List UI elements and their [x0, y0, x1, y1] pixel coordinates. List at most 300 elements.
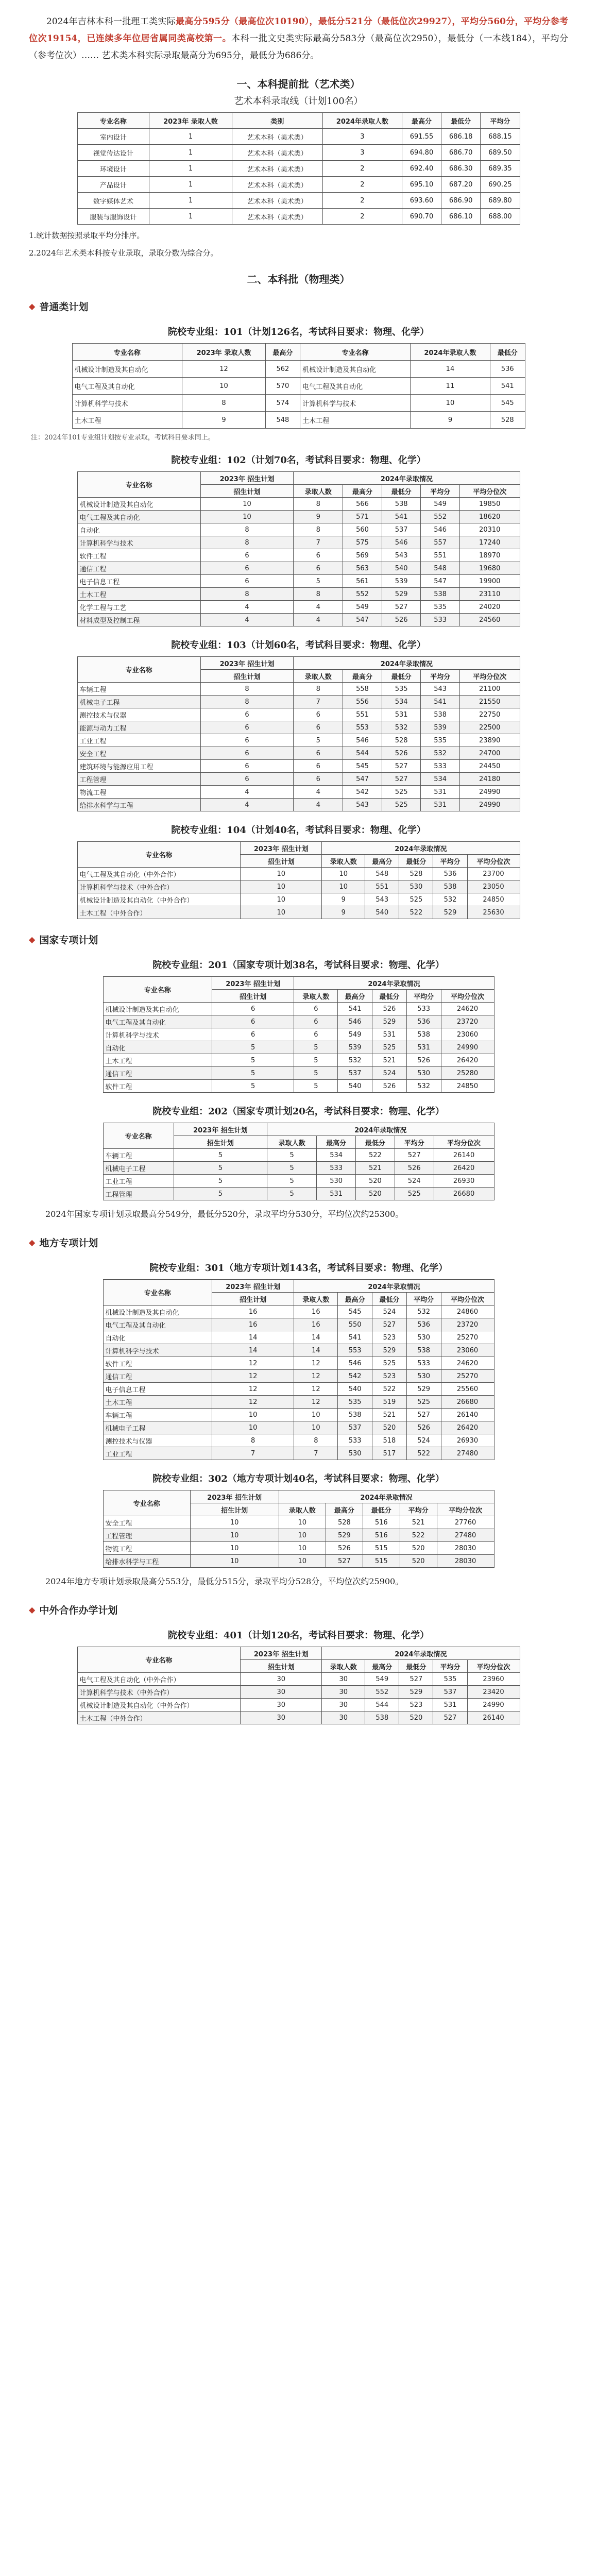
- art-note-1: 1.统计数据按照录取平均分排序。: [29, 231, 145, 240]
- table-cell: 24700: [459, 747, 520, 760]
- table-cell: 产品设计: [77, 177, 149, 193]
- table-cell: 6: [200, 549, 294, 562]
- table-row: [77, 498, 520, 511]
- table-cell: 1: [149, 161, 232, 177]
- table-cell: 527: [406, 1409, 441, 1421]
- table-cell: 机械设计制造及其自动化: [103, 1003, 212, 1015]
- table-cell: 23890: [459, 734, 520, 747]
- table-cell: 机械电子工程: [103, 1162, 174, 1175]
- table-cell: 517: [372, 1447, 407, 1460]
- table-row: [77, 1711, 520, 1724]
- table-cell: 6: [294, 760, 343, 773]
- table-cell: 521: [372, 1409, 407, 1421]
- header-admit: 录取人数: [294, 670, 343, 683]
- table-cell: 11: [410, 378, 490, 395]
- table-cell: 534: [317, 1149, 356, 1162]
- table-cell: 549: [343, 601, 382, 614]
- header-plan: 招生计划: [200, 485, 294, 498]
- table-cell: 23060: [441, 1028, 494, 1041]
- general-header-0: 专业名称: [72, 344, 182, 361]
- table-cell: 546: [338, 1357, 372, 1370]
- table-cell: 522: [399, 906, 433, 919]
- table-cell: 689.80: [481, 193, 520, 209]
- table-cell: 机械设计制造及其自动化（中外合作）: [77, 893, 241, 906]
- table-row: [103, 1370, 494, 1383]
- table-cell: 1: [149, 209, 232, 225]
- table-cell: 528: [399, 868, 433, 880]
- table-cell: 536: [406, 1015, 441, 1028]
- table-cell: 25280: [441, 1067, 494, 1080]
- table-cell: 545: [343, 760, 382, 773]
- table-cell: 环境设计: [77, 161, 149, 177]
- table-cell: 575: [343, 536, 382, 549]
- table-cell: 532: [382, 721, 421, 734]
- table-row: [77, 511, 520, 523]
- table-cell: 527: [382, 601, 421, 614]
- table-cell: 30: [241, 1686, 322, 1699]
- table-cell: 27480: [437, 1529, 494, 1542]
- admission-table: [103, 1123, 494, 1200]
- table-cell: 电子信息工程: [77, 575, 200, 588]
- header-2024: 2024年录取情况: [322, 842, 520, 855]
- table-cell: 6: [294, 773, 343, 786]
- table-row: [77, 523, 520, 536]
- table-cell: 6: [212, 1003, 294, 1015]
- national-heading-text: 国家专项计划: [39, 935, 98, 946]
- art-table: [77, 112, 520, 225]
- table-cell: 安全工程: [103, 1516, 190, 1529]
- header-2023: 2023年 招生计划: [174, 1123, 267, 1136]
- table-cell: 12: [212, 1396, 294, 1409]
- table-cell: 23960: [467, 1673, 520, 1686]
- table-cell: 14: [212, 1331, 294, 1344]
- table-cell: 521: [356, 1162, 395, 1175]
- table-cell: 529: [372, 1015, 407, 1028]
- header-rank: 平均分位次: [459, 485, 520, 498]
- table-cell: 机械电子工程: [77, 696, 200, 708]
- table-row: [72, 412, 525, 429]
- header-plan: 招生计划: [212, 1293, 294, 1306]
- table-cell: 物流工程: [77, 786, 200, 799]
- header-2023: 2023年 招生计划: [200, 657, 294, 670]
- table-cell: 520: [400, 1555, 437, 1568]
- table-cell: 26680: [441, 1396, 494, 1409]
- table-cell: 546: [343, 734, 382, 747]
- table-cell: 533: [406, 1357, 441, 1370]
- table-row: [77, 786, 520, 799]
- header-min: 最低分: [363, 1503, 400, 1516]
- table-cell: 535: [433, 1673, 467, 1686]
- table-cell: 土木工程（中外合作）: [77, 1711, 241, 1724]
- general-header-3: 专业名称: [300, 344, 411, 361]
- table-cell: 540: [365, 906, 399, 919]
- table-row: [103, 1421, 494, 1434]
- table-cell: 21100: [459, 683, 520, 696]
- table-cell: 561: [343, 575, 382, 588]
- header-rank: 平均分位次: [459, 670, 520, 683]
- table-cell: 能源与动力工程: [77, 721, 200, 734]
- table-header-row: [77, 657, 520, 670]
- table-row: [103, 1357, 494, 1370]
- table-cell: 计算机科学与技术: [77, 536, 200, 549]
- table-cell: 24990: [467, 1699, 520, 1711]
- groups-container: [29, 453, 568, 919]
- header-2024: 2024年录取情况: [279, 1490, 494, 1503]
- table-cell: 552: [365, 1686, 399, 1699]
- table-cell: 30: [241, 1673, 322, 1686]
- table-cell: 541: [490, 378, 525, 395]
- table-row: [103, 1409, 494, 1421]
- table-cell: 541: [338, 1331, 372, 1344]
- group-caption: 院校专业组：102（计划70名，考试科目要求：物理、化学）: [171, 455, 426, 466]
- table-row: [103, 1542, 494, 1555]
- table-row: [72, 361, 525, 378]
- header-major: 专业名称: [103, 1280, 212, 1306]
- table-cell: 548: [365, 868, 399, 880]
- table-cell: 机械设计制造及其自动化: [300, 361, 411, 378]
- table-cell: 544: [343, 747, 382, 760]
- header-rank: 平均分位次: [467, 855, 520, 868]
- table-cell: 16: [294, 1306, 338, 1318]
- local-heading-text: 地方专项计划: [39, 1238, 98, 1249]
- table-cell: 19900: [459, 575, 520, 588]
- table-cell: 视觉传达设计: [77, 145, 149, 161]
- table-cell: 566: [343, 498, 382, 511]
- local-table-2-wrap: [29, 1490, 568, 1568]
- table-row: [77, 880, 520, 893]
- table-cell: 5: [212, 1054, 294, 1067]
- table-cell: 23110: [459, 588, 520, 601]
- table-cell: 515: [363, 1555, 400, 1568]
- table-cell: 549: [365, 1673, 399, 1686]
- table-cell: 1: [149, 193, 232, 209]
- table-cell: 5: [174, 1149, 267, 1162]
- table-row: [77, 1699, 520, 1711]
- table-cell: 541: [421, 696, 460, 708]
- table-cell: 材料成型及控制工程: [77, 614, 200, 626]
- table-cell: 10: [294, 1421, 338, 1434]
- table-cell: 563: [343, 562, 382, 575]
- table-cell: 547: [343, 773, 382, 786]
- table-cell: 520: [356, 1188, 395, 1200]
- table-cell: 艺术本科（美术类）: [232, 129, 322, 145]
- table-cell: 529: [406, 1383, 441, 1396]
- table-cell: 5: [294, 1080, 338, 1093]
- table-cell: 533: [421, 760, 460, 773]
- header-max: 最高分: [365, 855, 399, 868]
- admission-table: [77, 841, 520, 919]
- table-cell: 686.10: [441, 209, 481, 225]
- group-caption: 院校专业组：103（计划60名，考试科目要求：物理、化学）: [171, 640, 426, 651]
- table-cell: 土木工程: [77, 588, 200, 601]
- table-row: [103, 1447, 494, 1460]
- table-cell: 电气工程及其自动化（中外合作）: [77, 1673, 241, 1686]
- table-cell: 525: [382, 786, 421, 799]
- local-caption-2: 院校专业组：302（地方专项计划40名，考试科目要求：物理、化学）: [152, 1473, 445, 1484]
- table-cell: 10: [200, 511, 294, 523]
- table-cell: 527: [372, 1318, 407, 1331]
- table-row: [77, 209, 520, 225]
- table-cell: 538: [382, 498, 421, 511]
- table-cell: 24990: [459, 799, 520, 811]
- table-header-row: [103, 977, 494, 990]
- table-cell: 6: [294, 1028, 338, 1041]
- table-cell: 540: [382, 562, 421, 575]
- table-cell: 4: [294, 601, 343, 614]
- table-cell: 538: [421, 708, 460, 721]
- table-cell: 19850: [459, 498, 520, 511]
- table-cell: 9: [322, 893, 365, 906]
- table-row: [77, 129, 520, 145]
- table-cell: 6: [294, 708, 343, 721]
- table-cell: 4: [200, 614, 294, 626]
- table-cell: 571: [343, 511, 382, 523]
- header-avg: 平均分: [421, 670, 460, 683]
- table-cell: 6: [200, 773, 294, 786]
- table-cell: 土木工程: [300, 412, 411, 429]
- table-cell: 20310: [459, 523, 520, 536]
- table-cell: 536: [490, 361, 525, 378]
- art-note-2: 2.2024年艺术类本科按专业录取，录取分数为综合分。: [29, 248, 218, 258]
- header-avg: 平均分: [400, 1503, 437, 1516]
- table-row: [103, 1383, 494, 1396]
- table-cell: 548: [421, 562, 460, 575]
- table-cell: 室内设计: [77, 129, 149, 145]
- table-cell: 529: [326, 1529, 363, 1542]
- table-row: [77, 562, 520, 575]
- table-cell: 535: [382, 683, 421, 696]
- header-2023: 2023年 招生计划: [241, 1647, 322, 1660]
- table-cell: 9: [410, 412, 490, 429]
- table-cell: 551: [343, 708, 382, 721]
- table-cell: 艺术本科（美术类）: [232, 193, 322, 209]
- table-cell: 695.10: [402, 177, 441, 193]
- table-cell: 691.55: [402, 129, 441, 145]
- table-cell: 30: [322, 1686, 365, 1699]
- table-cell: 2: [322, 209, 402, 225]
- table-cell: 525: [372, 1041, 407, 1054]
- header-max: 最高分: [326, 1503, 363, 1516]
- table-cell: 7: [294, 1447, 338, 1460]
- table-cell: 552: [343, 588, 382, 601]
- header-2023: 2023年 招生计划: [212, 1280, 294, 1293]
- table-cell: 6: [200, 562, 294, 575]
- table-row: [77, 588, 520, 601]
- national-table-1-wrap: [29, 976, 568, 1093]
- table-row: [103, 1344, 494, 1357]
- table-cell: 531: [372, 1028, 407, 1041]
- intro-text: 2024年吉林本科一批理工类实际: [46, 16, 176, 27]
- header-rank: 平均分位次: [441, 990, 494, 1003]
- table-cell: 5: [174, 1188, 267, 1200]
- table-header-row: [103, 1123, 494, 1136]
- header-avg: 平均分: [406, 1293, 441, 1306]
- table-row: [103, 1175, 494, 1188]
- header-2023: 2023年 招生计划: [212, 977, 294, 990]
- table-cell: 529: [433, 906, 467, 919]
- table-row: [77, 161, 520, 177]
- local-heading: [29, 1235, 568, 1249]
- table-cell: 12: [294, 1357, 338, 1370]
- table-row: [77, 696, 520, 708]
- table-cell: 6: [200, 708, 294, 721]
- header-rank: 平均分位次: [437, 1503, 494, 1516]
- header-2024: 2024年录取情况: [294, 472, 520, 485]
- table-cell: 6: [200, 721, 294, 734]
- table-cell: 532: [406, 1306, 441, 1318]
- table-cell: 车辆工程: [77, 683, 200, 696]
- table-cell: 30: [241, 1711, 322, 1724]
- general-heading-text: 普通类计划: [39, 301, 89, 313]
- table-cell: 工程管理: [103, 1188, 174, 1200]
- local-table-1-wrap: [29, 1279, 568, 1460]
- table-cell: 688.00: [481, 209, 520, 225]
- table-cell: 24560: [459, 614, 520, 626]
- table-cell: 526: [406, 1421, 441, 1434]
- table-cell: 533: [406, 1003, 441, 1015]
- table-cell: 531: [317, 1188, 356, 1200]
- header-2024: 2024年录取情况: [322, 1647, 520, 1660]
- table-row: [103, 1067, 494, 1080]
- table-cell: 18970: [459, 549, 520, 562]
- table-cell: 543: [382, 549, 421, 562]
- table-cell: 软件工程: [103, 1080, 212, 1093]
- header-2024: 2024年录取情况: [294, 977, 494, 990]
- table-cell: 27480: [441, 1447, 494, 1460]
- table-cell: 26140: [434, 1149, 494, 1162]
- table-cell: 26420: [441, 1054, 494, 1067]
- table-cell: 3: [322, 129, 402, 145]
- bullet-icon: ◆: [29, 935, 36, 944]
- header-2024: 2024年录取情况: [267, 1123, 494, 1136]
- table-cell: 8: [200, 696, 294, 708]
- table-cell: 535: [338, 1396, 372, 1409]
- table-row: [103, 1041, 494, 1054]
- table-cell: 527: [382, 760, 421, 773]
- table-cell: 690.70: [402, 209, 441, 225]
- table-cell: 535: [421, 601, 460, 614]
- table-cell: 工程管理: [77, 773, 200, 786]
- table-cell: 23720: [441, 1318, 494, 1331]
- table-cell: 27760: [437, 1516, 494, 1529]
- table-cell: 10: [241, 893, 322, 906]
- table-row: [77, 906, 520, 919]
- table-cell: 5: [294, 1067, 338, 1080]
- table-cell: 543: [365, 893, 399, 906]
- table-cell: 21550: [459, 696, 520, 708]
- table-cell: 25630: [467, 906, 520, 919]
- table-cell: 自动化: [103, 1331, 212, 1344]
- table-cell: 522: [400, 1529, 437, 1542]
- table-cell: 艺术本科（美术类）: [232, 145, 322, 161]
- table-cell: 525: [406, 1396, 441, 1409]
- table-cell: 2: [322, 161, 402, 177]
- header-major: 专业名称: [77, 472, 200, 498]
- table-cell: 557: [421, 536, 460, 549]
- table-cell: 10: [294, 1409, 338, 1421]
- table-cell: 549: [338, 1028, 372, 1041]
- table-cell: 6: [200, 747, 294, 760]
- table-cell: 电气工程及其自动化（中外合作）: [77, 868, 241, 880]
- table-cell: 531: [382, 708, 421, 721]
- table-cell: 10: [410, 395, 490, 412]
- table-cell: 524: [372, 1306, 407, 1318]
- table-cell: 19680: [459, 562, 520, 575]
- table-cell: 25560: [441, 1383, 494, 1396]
- header-plan: 招生计划: [241, 1660, 322, 1673]
- header-rank: 平均分位次: [441, 1293, 494, 1306]
- header-max: 最高分: [365, 1660, 399, 1673]
- table-cell: 1: [149, 145, 232, 161]
- table-cell: 物流工程: [103, 1542, 190, 1555]
- table-cell: 543: [343, 799, 382, 811]
- local-paragraph: 2024年地方专项计划录取最高分553分，最低分515分，录取平均分528分，平均位次约25900。: [45, 1577, 404, 1586]
- table-cell: 艺术本科（美术类）: [232, 209, 322, 225]
- table-cell: 526: [382, 614, 421, 626]
- table-cell: 5: [294, 734, 343, 747]
- table-cell: 机械设计制造及其自动化（中外合作）: [77, 1699, 241, 1711]
- table-cell: 5: [212, 1067, 294, 1080]
- table-cell: 8: [182, 395, 265, 412]
- table-cell: 12: [294, 1383, 338, 1396]
- national-caption-2: 院校专业组：202（国家专项计划20名，考试科目要求：物理、化学）: [152, 1106, 445, 1117]
- table-row: [77, 193, 520, 209]
- table-cell: 23060: [441, 1344, 494, 1357]
- table-cell: 686.30: [441, 161, 481, 177]
- table-cell: 4: [200, 786, 294, 799]
- general-header-1: 2023年 录取人数: [182, 344, 265, 361]
- table-cell: 6: [200, 760, 294, 773]
- table-cell: 8: [294, 498, 343, 511]
- table-cell: 5: [294, 575, 343, 588]
- table-cell: 工业工程: [103, 1175, 174, 1188]
- table-cell: 686.90: [441, 193, 481, 209]
- table-cell: 541: [382, 511, 421, 523]
- art-sub-title: 艺术本科录取线（计划100名）: [234, 96, 363, 107]
- table-cell: 547: [421, 575, 460, 588]
- table-cell: 528: [382, 734, 421, 747]
- table-cell: 10: [241, 906, 322, 919]
- table-cell: 689.35: [481, 161, 520, 177]
- table-cell: 527: [433, 1711, 467, 1724]
- table-cell: 526: [382, 747, 421, 760]
- table-row: [103, 1306, 494, 1318]
- art-header-major: 专业名称: [77, 113, 149, 129]
- table-cell: 528: [326, 1516, 363, 1529]
- header-admit: 录取人数: [294, 990, 338, 1003]
- table-cell: 534: [421, 773, 460, 786]
- header-major: 专业名称: [77, 842, 241, 868]
- table-cell: 556: [343, 696, 382, 708]
- table-cell: 535: [421, 734, 460, 747]
- table-cell: 工业工程: [77, 734, 200, 747]
- table-cell: 6: [294, 747, 343, 760]
- header-admit: 录取人数: [294, 485, 343, 498]
- art-header-type: 类别: [232, 113, 322, 129]
- table-row: [77, 145, 520, 161]
- table-cell: 2: [322, 193, 402, 209]
- intro-highlight: 最高分595分（最高位次10190），最低分521分（最低位次29927），平均分560分，平均分参考位次19154，已连续多年位居省属同类高校第一。: [29, 16, 569, 44]
- table-cell: 524: [372, 1067, 407, 1080]
- table-cell: 24450: [459, 760, 520, 773]
- table-cell: 26930: [434, 1175, 494, 1188]
- table-row: [77, 721, 520, 734]
- table-cell: 数字媒体艺术: [77, 193, 149, 209]
- table-cell: 526: [406, 1054, 441, 1067]
- table-cell: 9: [322, 906, 365, 919]
- table-cell: 26140: [441, 1409, 494, 1421]
- table-cell: 24850: [441, 1080, 494, 1093]
